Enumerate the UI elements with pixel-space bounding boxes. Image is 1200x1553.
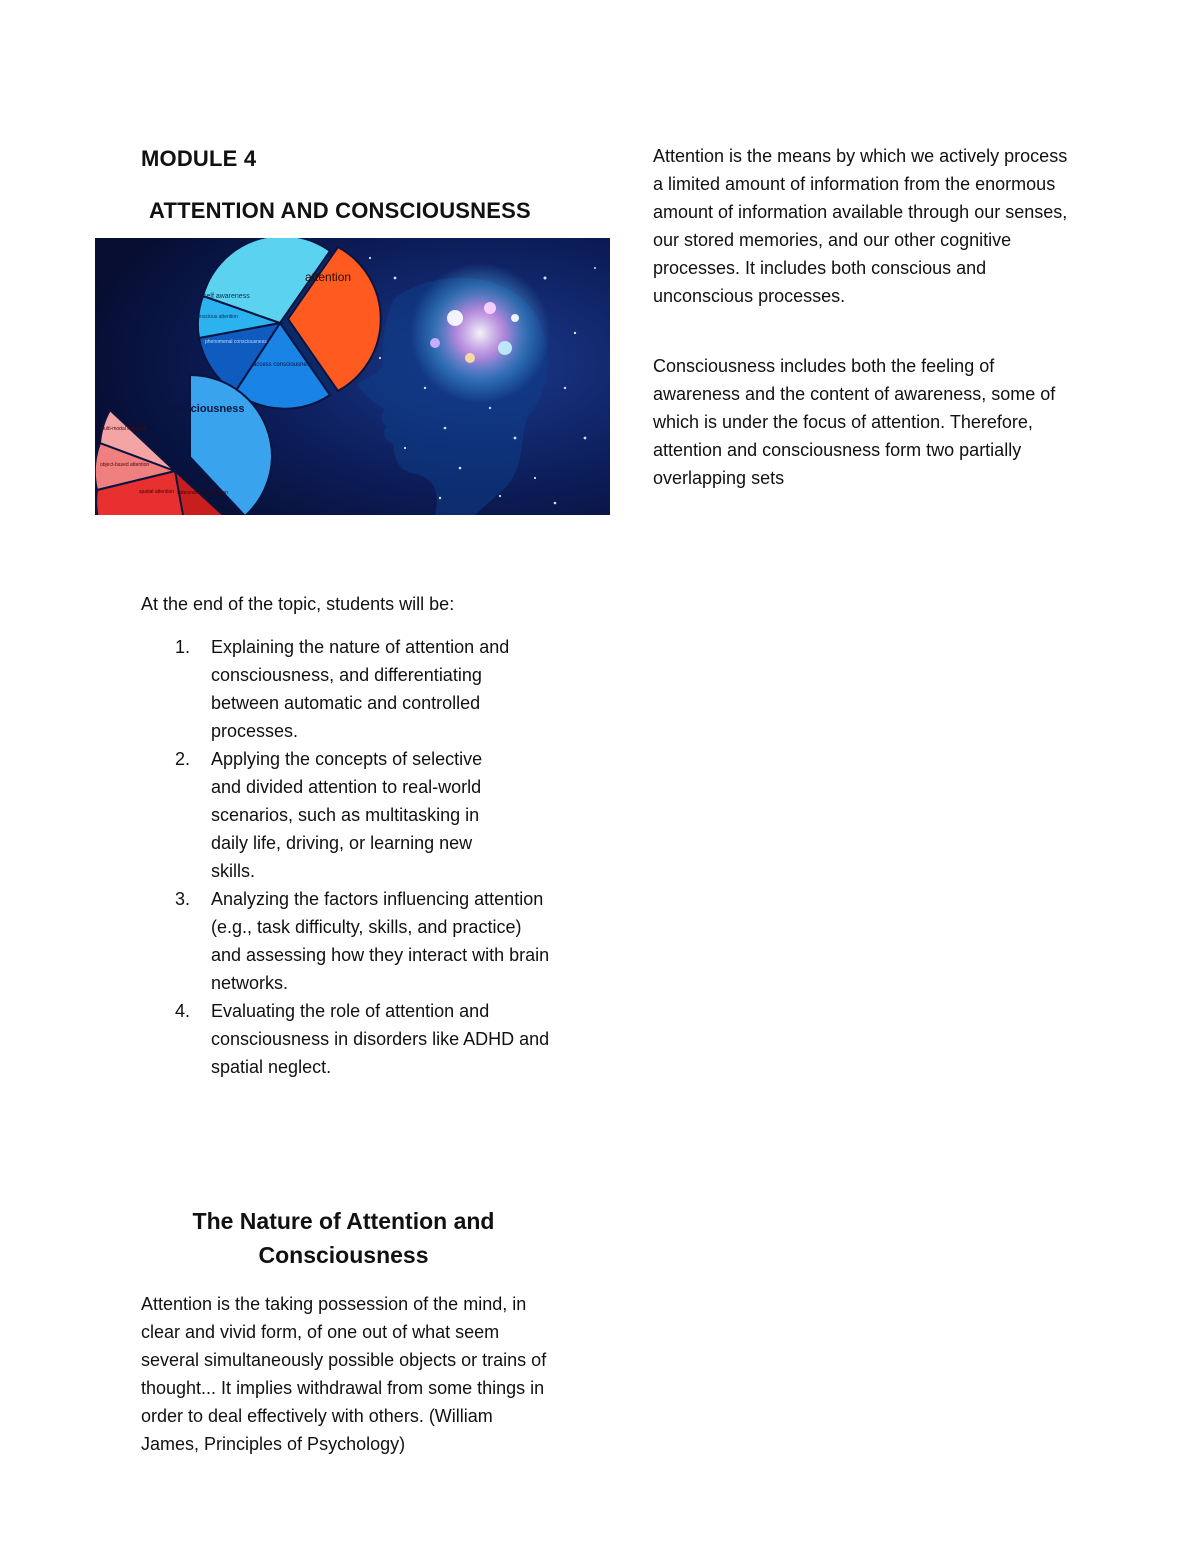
consciousness-segment-label: spatial attention [139, 489, 175, 495]
module-figure [95, 238, 610, 515]
consciousness-pie-title: consciousness [165, 403, 245, 415]
intro-consciousness-paragraph: Consciousness includes both the feeling of awareness and the content of awareness, some of which is under the focus of attention. Therefore, attention and consciousness form two partially overlapping sets [653, 356, 1056, 488]
module-title: ATTENTION AND CONSCIOUSNESS [149, 198, 531, 223]
section-heading: The Nature of Attention and Consciousness [192, 1208, 495, 1268]
william-james-quote: Attention is the taking possession of the mind, in clear and vivid form, of one out of what seem several simultaneously possible objects or trains of thought... It implies withdrawal from some things in order to deal effectively with others. (William James, Principles of Psychology) [141, 1294, 547, 1454]
objective-number: 2. [175, 749, 191, 769]
objective-text: Evaluating the role of attention and consciousness in disorders like ADHD and spatial neglect. [211, 1001, 550, 1077]
module-label: MODULE 4 [141, 146, 257, 171]
objective-text: Explaining the nature of attention and consciousness, and differentiating between automatic and controlled processes. [211, 637, 510, 741]
objective-text: Applying the concepts of selective and divided attention to real-world scenarios, such as multitasking in daily life, driving, or learning new skills. [211, 749, 483, 881]
objective-number: 1. [175, 637, 191, 657]
attention-segment-label: phenomenal consciousness [205, 339, 267, 345]
consciousness-segment-label: subconscious attention [177, 490, 228, 496]
brain-glow-icon [410, 263, 550, 403]
attention-segment-label: conscious attention [195, 314, 238, 320]
objective-number: 4. [175, 1001, 191, 1021]
objective-item [141, 745, 511, 885]
intro-attention-paragraph: Attention is the means by which we actively process a limited amount of information from the enormous amount of information available through our senses, our stored memories, and our other cognitive processes. It includes both conscious and unconscious processes. [653, 146, 1068, 306]
figure-illustration [95, 238, 610, 515]
attention-pie-title: attention [305, 270, 352, 284]
objectives-lead: At the end of the topic, students will be: [141, 594, 455, 614]
objectives-list [141, 633, 561, 1081]
attention-segment-label: self awareness [203, 293, 250, 300]
consciousness-segment-label: multi-modal attention [100, 426, 147, 432]
objective-item [141, 997, 551, 1081]
attention-segment-label: access consciousness [253, 362, 313, 368]
objective-item [141, 633, 551, 745]
consciousness-segment-label: object-based attention [100, 462, 150, 468]
objective-number: 3. [175, 889, 191, 909]
objective-item [141, 885, 551, 997]
objective-text: Analyzing the factors influencing attention (e.g., task difficulty, skills, and practice) and assessing how they interact with brain networks. [211, 889, 550, 993]
